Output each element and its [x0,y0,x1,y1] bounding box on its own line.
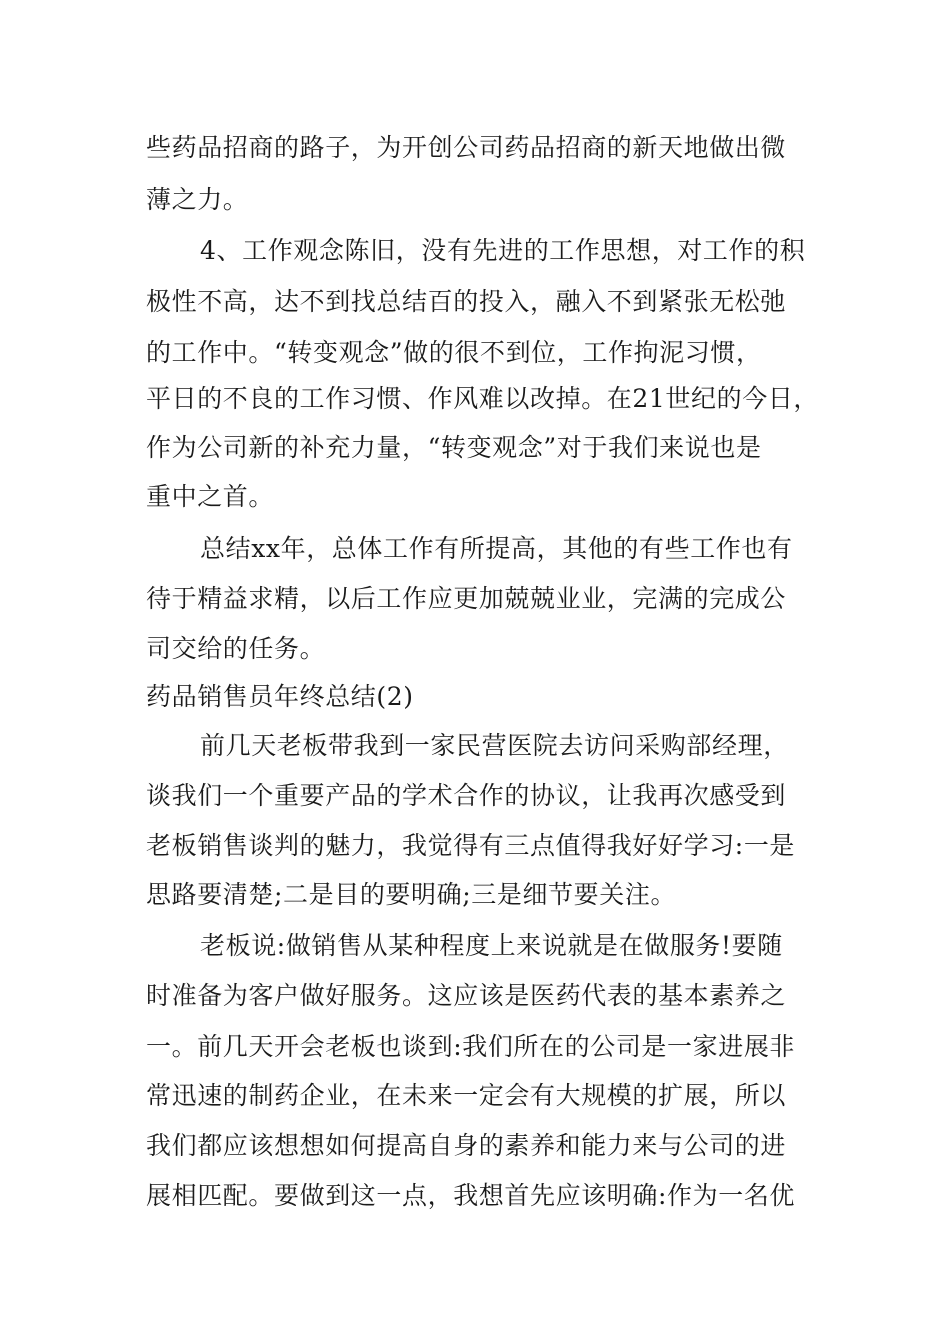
text-line: 老板销售谈判的魅力，我觉得有三点值得我好好学习:一是 [146,831,796,860]
paragraph-start-line: 总结xx年，总体工作有所提高，其他的有些工作也有 [200,534,793,563]
paragraph-start-line: 老板说:做销售从某种程度上来说就是在做服务!要随 [200,931,783,960]
text-line: 司交给的任务。 [146,634,326,663]
text-line: 谈我们一个重要产品的学术合作的协议，让我再次感受到 [146,781,787,810]
paragraph-start-line: 4、工作观念陈旧，没有先进的工作思想，对工作的积 [200,236,806,265]
text-line: 时准备为客户做好服务。这应该是医药代表的基本素养之 [146,981,787,1010]
text-line: 些药品招商的路子，为开创公司药品招商的新天地做出微 [146,133,787,162]
text-line: 薄之力。 [146,185,249,214]
text-line: 极性不高，达不到找总结百的投入，融入不到紧张无松弛 [146,287,787,316]
text-line: 我们都应该想想如何提高自身的素养和能力来与公司的进 [146,1131,787,1160]
section-heading: 药品销售员年终总结(2) [146,682,414,711]
text-line: 重中之首。 [146,482,275,511]
text-line: 展相匹配。要做到这一点，我想首先应该明确:作为一名优 [146,1181,796,1210]
text-line: 常迅速的制药企业，在未来一定会有大规模的扩展，所以 [146,1081,787,1110]
text-line: 的工作中。“转变观念”做的很不到位，工作拘泥习惯， [146,338,762,367]
text-line: 平日的不良的工作习惯、作风难以改掉。在21世纪的今日， [146,384,820,413]
text-line: 作为公司新的补充力量，“转变观念”对于我们来说也是 [146,433,762,462]
text-line: 一。前几天开会老板也谈到:我们所在的公司是一家进展非 [146,1032,796,1061]
text-line: 思路要清楚;二是目的要明确;三是细节要关注。 [146,880,677,909]
paragraph-start-line: 前几天老板带我到一家民营医院去访问采购部经理， [200,731,789,760]
text-line: 待于精益求精，以后工作应更加兢兢业业，完满的完成公 [146,584,787,613]
